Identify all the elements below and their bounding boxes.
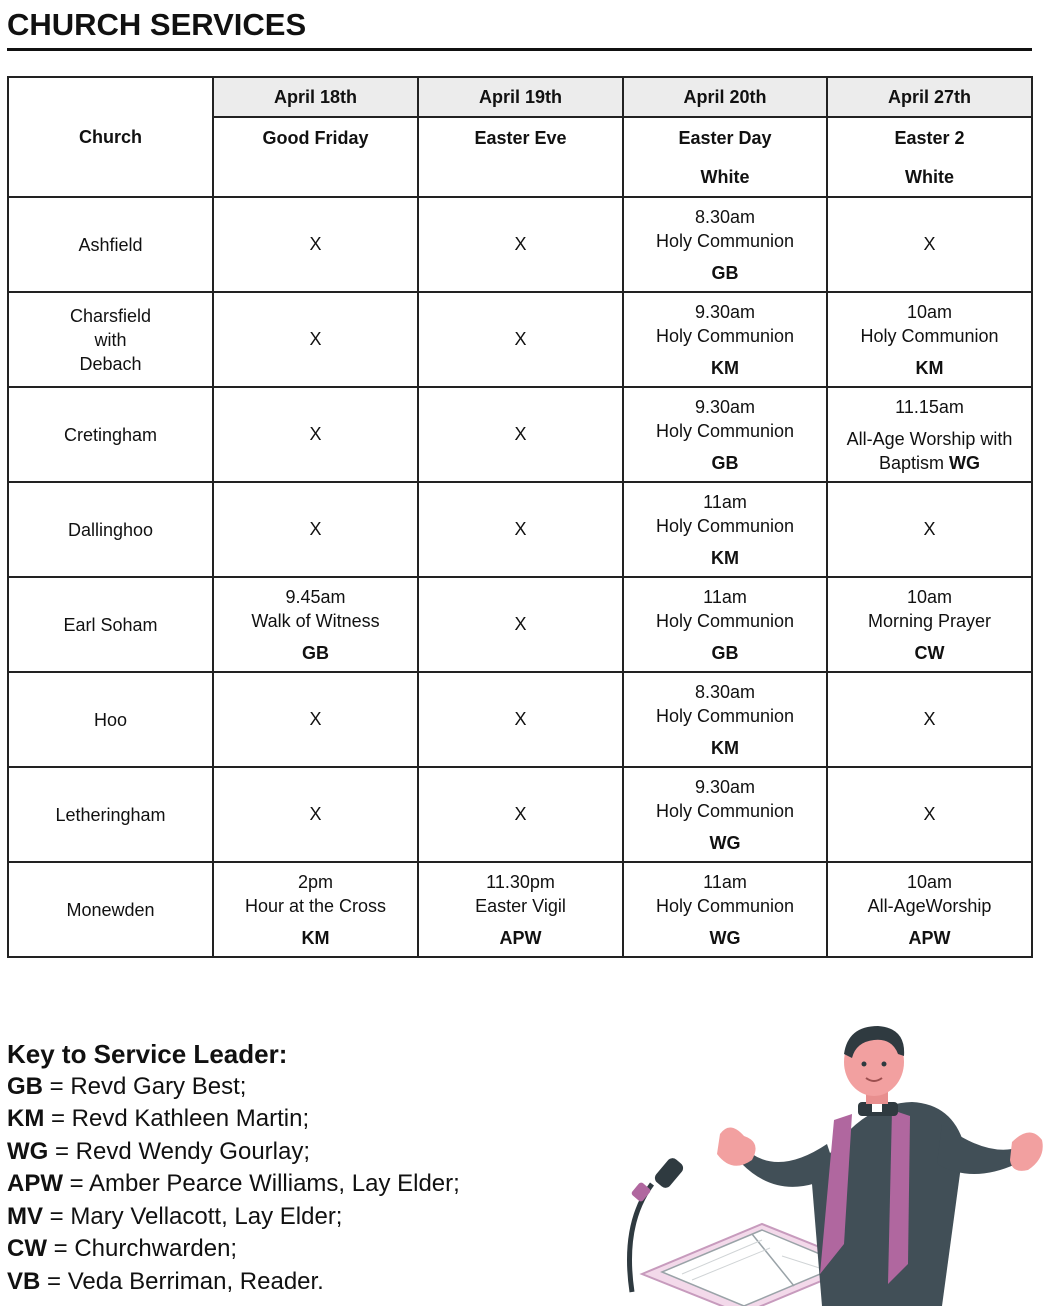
service-cell [213, 862, 418, 957]
no-service-mark: X [309, 234, 322, 254]
service-cell [827, 767, 1032, 862]
service-name: All-AgeWorship [867, 895, 992, 916]
no-service-mark: X [514, 804, 527, 824]
service-cell [827, 672, 1032, 767]
service-cell [623, 482, 827, 577]
service-leader: GB [711, 642, 739, 663]
key-entry [7, 1233, 460, 1266]
church-name: Earl Soham [8, 577, 213, 672]
day-name: Easter Eve [474, 128, 567, 148]
page-title: CHURCH SERVICES [7, 6, 1032, 51]
service-time: 11am [703, 871, 747, 892]
service-cell [418, 482, 623, 577]
left-hand [717, 1127, 756, 1165]
service-time: 11.30pm [486, 871, 555, 892]
service-name: Holy Communion [655, 325, 795, 346]
service-name: Hour at the Cross [244, 895, 387, 916]
priest-illustration [612, 1024, 1046, 1306]
service-name: Walk of Witness [251, 610, 380, 631]
service-time: 9.30am [694, 301, 756, 322]
leader-description: = Mary Vellacott, Lay Elder; [43, 1202, 343, 1230]
service-cell [418, 387, 623, 482]
service-cell [827, 292, 1032, 387]
service-cell [418, 672, 623, 767]
church-name: Ashfield [8, 197, 213, 292]
liturgical-colour: White [700, 167, 750, 187]
no-service-mark: X [923, 519, 936, 539]
day-header [418, 117, 623, 197]
service-cell [827, 862, 1032, 957]
service-time: 11.15am [895, 396, 964, 417]
service-name: Holy Communion [655, 610, 795, 631]
leader-description: = Revd Kathleen Martin; [44, 1105, 310, 1132]
service-cell [827, 197, 1032, 292]
service-cell [623, 767, 827, 862]
service-leader: KM [711, 737, 739, 758]
service-cell [213, 577, 418, 672]
day-header [827, 117, 1032, 197]
service-name: Holy Communion [655, 420, 795, 441]
service-leader: APW [908, 927, 951, 948]
service-leader: KM [301, 927, 330, 948]
service-cell [213, 387, 418, 482]
service-cell [623, 197, 827, 292]
service-leader: CW [914, 642, 945, 663]
service-leader: KM [915, 357, 944, 378]
service-time: 9.45am [285, 586, 346, 607]
service-name: Holy Communion [655, 800, 795, 821]
church-name: Cretingham [8, 387, 213, 482]
service-cell [213, 292, 418, 387]
key-entry [7, 1266, 460, 1299]
table-row [8, 197, 1032, 292]
service-time: 10am [906, 301, 953, 322]
service-name: Holy Communion [655, 895, 795, 916]
service-name: Holy Communion [860, 325, 999, 346]
service-time: 11am [703, 586, 747, 607]
service-cell [623, 862, 827, 957]
leader-code: WG [7, 1137, 49, 1165]
leader-description: = Amber Pearce Williams, Lay Elder; [63, 1170, 460, 1197]
key-entry [7, 1168, 460, 1201]
service-cell [418, 197, 623, 292]
leader-code: APW [7, 1170, 63, 1197]
no-service-mark: X [923, 234, 936, 254]
service-leader: KM [711, 357, 739, 378]
date-header: April 27th [827, 77, 1032, 117]
service-leader: WG [709, 927, 741, 948]
service-cell [623, 672, 827, 767]
service-time: 2pm [297, 871, 333, 892]
no-service-mark: X [309, 329, 322, 349]
leader-code: GB [7, 1072, 43, 1100]
church-column-header: Church [8, 77, 213, 197]
table-row [8, 577, 1032, 672]
date-header: April 20th [623, 77, 827, 117]
no-service-mark: X [923, 709, 936, 729]
microphone-icon [652, 1156, 685, 1191]
service-name: Easter Vigil [475, 895, 566, 916]
table-row [8, 387, 1032, 482]
key-entry [7, 1136, 460, 1169]
no-service-mark: X [923, 804, 936, 824]
no-service-mark: X [309, 804, 322, 824]
service-cell [213, 482, 418, 577]
no-service-mark: X [309, 709, 322, 729]
service-cell [623, 387, 827, 482]
service-cell [418, 292, 623, 387]
key-entry [7, 1103, 460, 1136]
key-heading: Key to Service Leader: [7, 1039, 288, 1069]
services-table [7, 76, 1033, 958]
service-time: 9.30am [694, 776, 756, 797]
service-cell [827, 387, 1032, 482]
service-cell [827, 482, 1032, 577]
service-leader: WG [949, 452, 981, 473]
book-icon [662, 1230, 844, 1306]
no-service-mark: X [514, 329, 527, 349]
no-service-mark: X [309, 424, 322, 444]
service-cell [827, 577, 1032, 672]
leader-code: VB [7, 1267, 41, 1295]
service-leader: APW [499, 927, 542, 948]
leader-description: = Veda Berriman, Reader. [40, 1267, 324, 1295]
service-time: 8.30am [694, 206, 756, 227]
leader-code: CW [7, 1235, 47, 1262]
service-leader: WG [709, 832, 741, 853]
leader-description: = Revd Gary Best; [43, 1072, 247, 1100]
service-name: Holy Communion [655, 515, 795, 536]
table-row [8, 767, 1032, 862]
service-cell [623, 292, 827, 387]
right-hand [1010, 1132, 1043, 1170]
date-header: April 19th [418, 77, 623, 117]
service-cell [213, 767, 418, 862]
service-time: 8.30am [694, 681, 756, 702]
key-entry [7, 1201, 460, 1234]
no-service-mark: X [514, 234, 527, 254]
church-name: Charsfield with Debach [8, 292, 213, 387]
table-row [8, 672, 1032, 767]
service-time: 11am [703, 491, 747, 512]
day-header [213, 117, 418, 197]
service-cell [418, 767, 623, 862]
table-row [8, 482, 1032, 577]
no-service-mark: X [514, 709, 527, 729]
day-header [623, 117, 827, 197]
church-name: Hoo [8, 672, 213, 767]
service-leader: GB [711, 452, 739, 473]
leader-description: = Churchwarden; [46, 1235, 238, 1262]
service-cell [418, 577, 623, 672]
table-row [8, 292, 1032, 387]
leader-description: = Revd Wendy Gourlay; [48, 1137, 311, 1165]
service-leader: KM [711, 547, 739, 568]
service-time: 10am [906, 586, 953, 607]
day-name: Easter Day [678, 128, 772, 148]
service-time: 10am [906, 871, 953, 892]
service-leader: GB [302, 642, 329, 663]
service-name: Morning Prayer [867, 610, 992, 631]
day-name: Easter 2 [894, 128, 965, 148]
liturgical-colour: White [905, 167, 954, 187]
service-cell [418, 862, 623, 957]
church-name: Monewden [8, 862, 213, 957]
leader-code: KM [7, 1105, 45, 1132]
no-service-mark: X [514, 424, 527, 444]
leader-key [7, 1038, 460, 1298]
no-service-mark: X [514, 614, 527, 634]
service-name: Holy Communion [655, 705, 795, 726]
no-service-mark: X [514, 519, 527, 539]
service-name: Holy Communion [655, 230, 795, 251]
service-line [828, 427, 1031, 475]
church-name: Dallinghoo [8, 482, 213, 577]
service-time: 9.30am [694, 396, 756, 417]
table-row [8, 862, 1032, 957]
leader-code: MV [7, 1202, 43, 1230]
day-name: Good Friday [262, 128, 369, 148]
service-leader: GB [711, 262, 739, 283]
key-entry [7, 1071, 460, 1104]
service-name: All-Age Worship with Baptism [846, 428, 1013, 473]
date-header: April 18th [213, 77, 418, 117]
service-cell [213, 672, 418, 767]
service-cell [623, 577, 827, 672]
service-cell [213, 197, 418, 292]
church-name: Letheringham [8, 767, 213, 862]
no-service-mark: X [309, 519, 322, 539]
